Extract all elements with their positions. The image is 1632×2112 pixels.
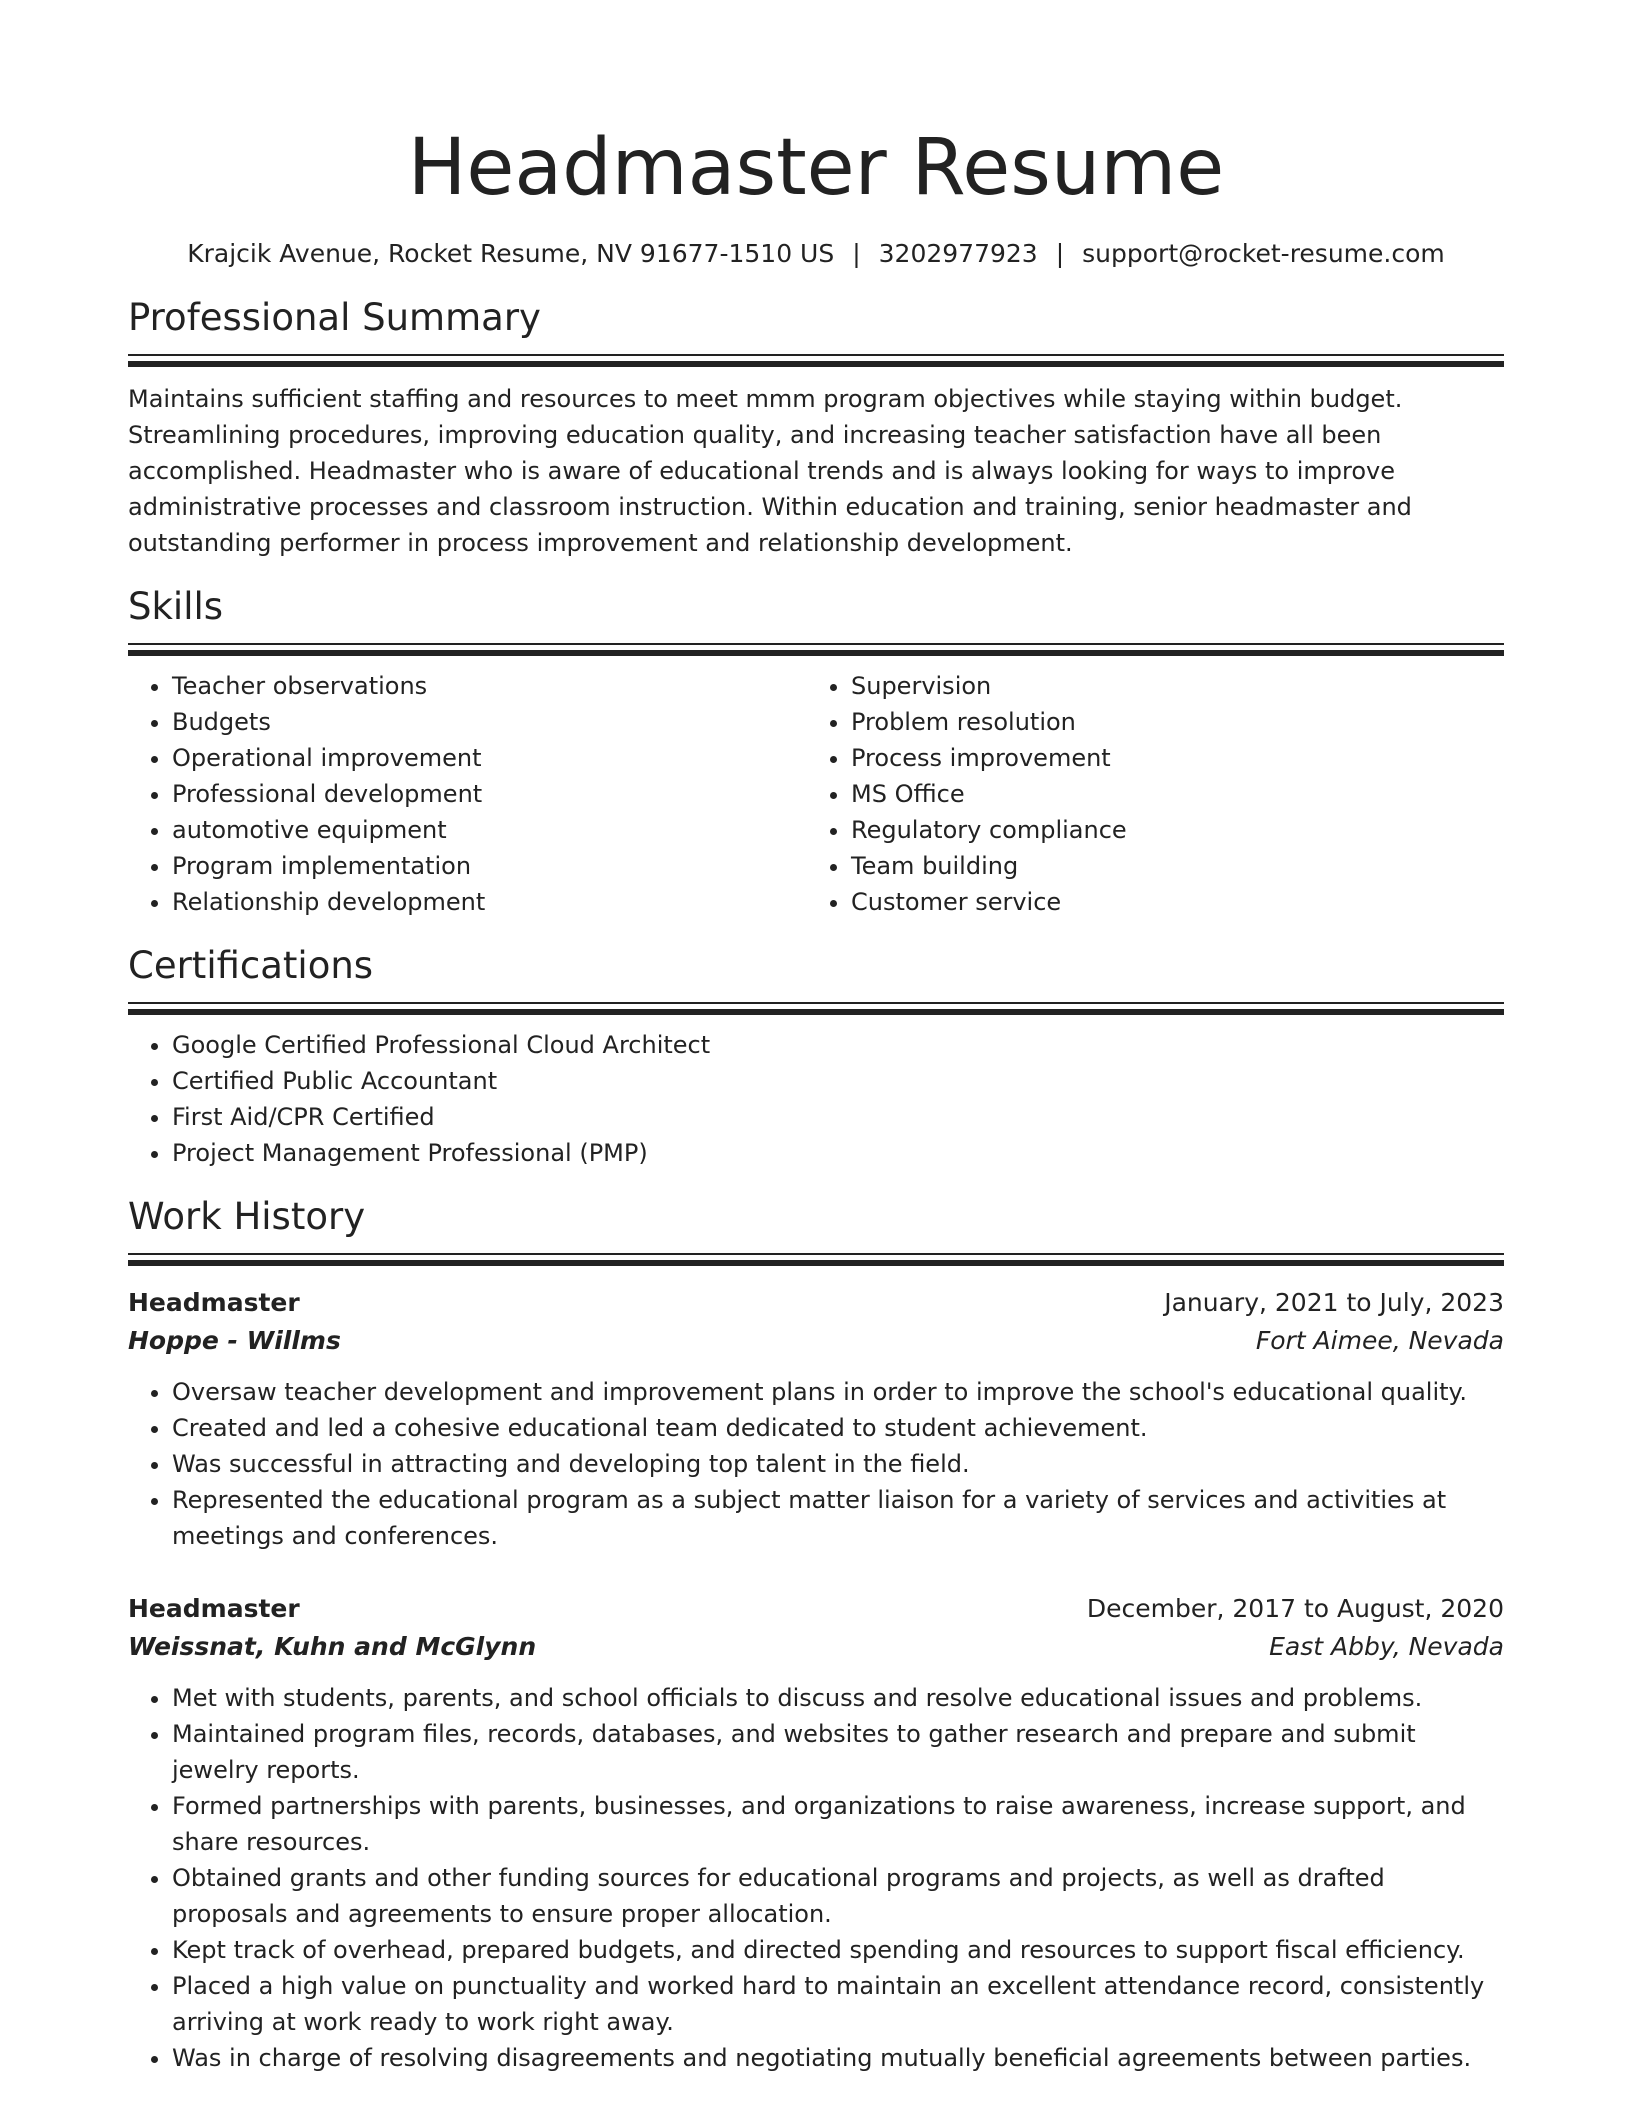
job-header-row	[128, 1284, 1504, 1322]
skill-item: • Relationship development	[172, 884, 807, 920]
skill-item: • Program implementation	[172, 848, 807, 884]
contact-separator: |	[1055, 239, 1065, 268]
certifications-section	[128, 942, 1504, 1171]
work-history-section	[128, 1193, 1504, 2076]
section-rule-thick	[128, 1009, 1504, 1015]
job-bullet: • Maintained program files, records, databases, and websites to gather research and prepare and submit jewelry reports.	[172, 1716, 1504, 1788]
work-history-heading: Work History	[128, 1195, 366, 1238]
contact-line	[128, 236, 1504, 272]
skill-item: • Teacher observations	[172, 668, 807, 704]
job-bullet: • Represented the educational program as a subject matter liaison for a variety of services and activities at meetings and conferences.	[172, 1482, 1504, 1554]
summary-heading: Professional Summary	[128, 296, 541, 339]
contact-phone: 3202977923	[878, 239, 1038, 268]
job-bullet: • Oversaw teacher development and improvement plans in order to improve the school's educational quality.	[172, 1374, 1504, 1410]
skill-item: • Problem resolution	[851, 704, 1486, 740]
section-rule-thick	[128, 1260, 1504, 1266]
job-bullets	[128, 1680, 1504, 2076]
summary-section	[128, 294, 1504, 561]
job-bullet: • Obtained grants and other funding sources for educational programs and projects, as well as drafted proposals and agreements to ensure proper allocation.	[172, 1860, 1504, 1932]
contact-address: Krajcik Avenue, Rocket Resume, NV 91677-1510 US	[187, 239, 835, 268]
skill-item: • Supervision	[851, 668, 1486, 704]
skill-item: • Customer service	[851, 884, 1486, 920]
section-rule-thin	[128, 354, 1504, 356]
job-entry	[128, 1284, 1504, 1554]
section-rule-thin	[128, 1253, 1504, 1255]
skill-item: • Budgets	[172, 704, 807, 740]
section-rule-thin	[128, 643, 1504, 645]
section-rule-thin	[128, 1002, 1504, 1004]
job-bullet: • Placed a high value on punctuality and worked hard to maintain an excellent attendance record, consistently arriving at work ready to work right away.	[172, 1968, 1504, 2040]
job-bullet: • Was in charge of resolving disagreements and negotiating mutually beneficial agreements between parties.	[172, 2040, 1504, 2076]
skills-heading: Skills	[128, 585, 224, 628]
contact-separator: |	[852, 239, 861, 268]
job-entry	[128, 1590, 1504, 2076]
certifications-heading: Certifications	[128, 944, 374, 987]
job-company: Hoppe - Willms	[128, 1326, 341, 1355]
skill-item: • MS Office	[851, 776, 1486, 812]
contact-email: support@rocket-resume.com	[1082, 239, 1445, 268]
skill-item: • Professional development	[172, 776, 807, 812]
job-bullets	[128, 1374, 1504, 1554]
job-dates: January, 2021 to July, 2023	[1164, 1288, 1504, 1317]
job-dates: December, 2017 to August, 2020	[1086, 1594, 1504, 1623]
section-rule-thick	[128, 650, 1504, 656]
job-title: Headmaster	[128, 1594, 300, 1623]
certifications-list	[128, 1027, 1504, 1171]
job-bullet: • Formed partnerships with parents, businesses, and organizations to raise awareness, increase support, and share resources.	[172, 1788, 1504, 1860]
skills-columns	[128, 668, 1504, 920]
job-company: Weissnat, Kuhn and McGlynn	[128, 1632, 537, 1661]
resume-page	[128, 0, 1504, 2076]
job-bullet: • Kept track of overhead, prepared budgets, and directed spending and resources to support fiscal efficiency.	[172, 1932, 1504, 1968]
skills-list-left	[128, 668, 807, 920]
job-location: Fort Aimee, Nevada	[1255, 1326, 1504, 1355]
skill-item: • automotive equipment	[172, 812, 807, 848]
certification-item: • First Aid/CPR Certified	[172, 1099, 1504, 1135]
job-company-row	[128, 1322, 1504, 1360]
summary-text: Maintains sufficient staffing and resources to meet mmm program objectives while staying within budget. Streamlining procedures, improving education quality, and increasing teacher satisfaction have all been accomplished. Headmaster who is aware of educational trends and is always looking for ways to improve administrative processes and classroom instruction. Within education and training, senior headmaster and outstanding performer in process improvement and relationship development.	[128, 385, 1412, 557]
job-bullet: • Was successful in attracting and developing top talent in the field.	[172, 1446, 1504, 1482]
job-header-row	[128, 1590, 1504, 1628]
job-company-row	[128, 1628, 1504, 1666]
skill-item: • Team building	[851, 848, 1486, 884]
skills-section	[128, 583, 1504, 920]
certification-item: • Certified Public Accountant	[172, 1063, 1504, 1099]
job-title: Headmaster	[128, 1288, 300, 1317]
skill-item: • Process improvement	[851, 740, 1486, 776]
skills-list-right	[807, 668, 1486, 920]
skill-item: • Regulatory compliance	[851, 812, 1486, 848]
job-location: East Abby, Nevada	[1269, 1632, 1504, 1661]
section-rule-thick	[128, 361, 1504, 367]
resume-title: Headmaster Resume	[407, 123, 1225, 213]
job-bullet: • Created and led a cohesive educational team dedicated to student achievement.	[172, 1410, 1504, 1446]
certification-item: • Project Management Professional (PMP)	[172, 1135, 1504, 1171]
skill-item: • Operational improvement	[172, 740, 807, 776]
certification-item: • Google Certified Professional Cloud Architect	[172, 1027, 1504, 1063]
job-bullet: • Met with students, parents, and school officials to discuss and resolve educational issues and problems.	[172, 1680, 1504, 1716]
